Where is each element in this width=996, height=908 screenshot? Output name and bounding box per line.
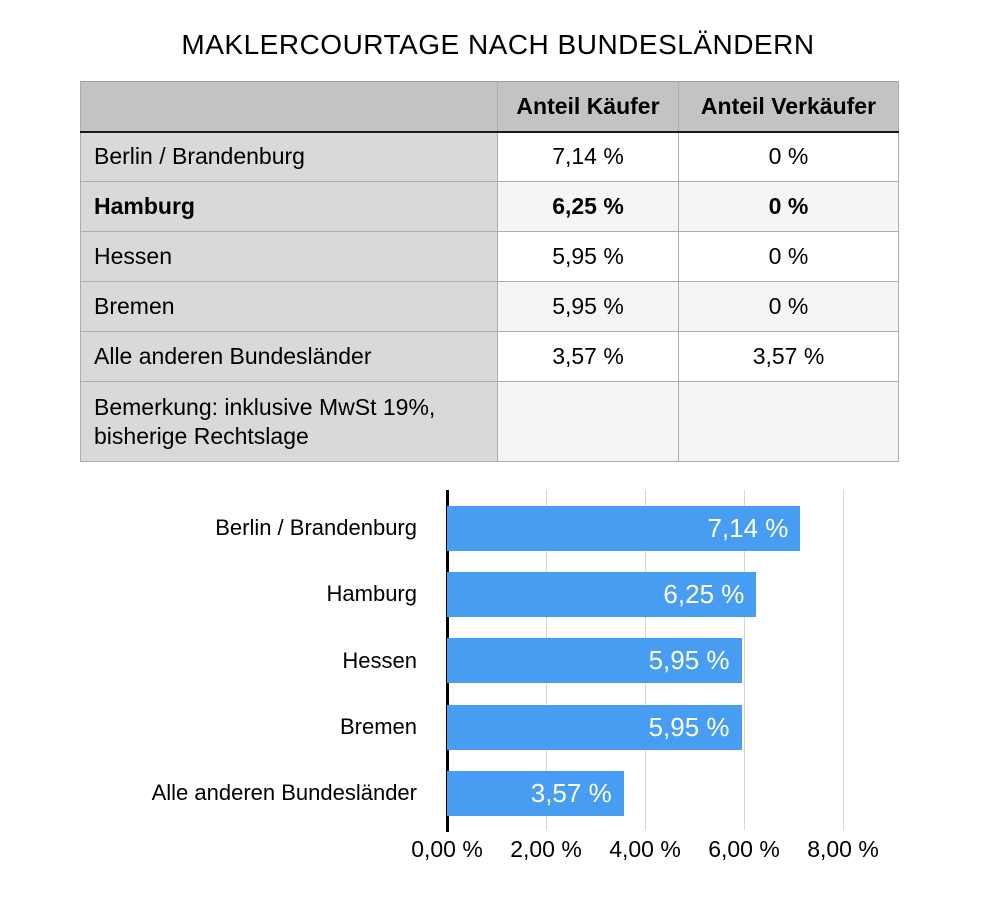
header-cell-verkaeufer: Anteil Verkäufer (679, 82, 899, 132)
row-label: Hessen (81, 232, 498, 282)
chart-bar (447, 506, 800, 551)
chart-bar-value-label: 5,95 % (648, 645, 730, 676)
chart-bar (447, 638, 742, 683)
x-tick-label: 8,00 % (807, 836, 879, 862)
bar-chart (0, 490, 996, 880)
chart-category-label: Hessen (342, 647, 417, 673)
chart-category-label: Alle anderen Bundesländer (151, 780, 417, 806)
chart-row (0, 694, 996, 760)
x-axis-ticks (0, 836, 996, 866)
table-row (81, 282, 899, 332)
kaeufer-value: 6,25 % (498, 182, 679, 232)
chart-category-label: Bremen (339, 714, 417, 740)
table-row (81, 332, 899, 382)
kaeufer-value: 5,95 % (498, 282, 679, 332)
commission-table (80, 81, 899, 462)
row-label: Hamburg (81, 182, 498, 232)
chart-bar-value-label: 7,14 % (707, 512, 789, 543)
chart-rows (0, 495, 996, 826)
verkaeufer-value: 0 % (679, 132, 899, 182)
x-tick-label: 4,00 % (609, 836, 681, 862)
x-tick-label: 6,00 % (708, 836, 780, 862)
chart-bar (447, 771, 624, 816)
verkaeufer-value: 0 % (679, 182, 899, 232)
chart-category-label: Hamburg (326, 581, 417, 607)
verkaeufer-value: 0 % (679, 282, 899, 332)
table-header-row (81, 82, 899, 132)
chart-row (0, 760, 996, 826)
row-label: Bremen (81, 282, 498, 332)
chart-row (0, 561, 996, 627)
chart-bar-value-label: 5,95 % (648, 711, 730, 742)
verkaeufer-value: 3,57 % (679, 332, 899, 382)
page-title: MAKLERCOURTAGE NACH BUNDESLÄNDERN (181, 29, 815, 60)
remark-label: Bemerkung: inklusive MwSt 19%, bisherige Rechtslage (81, 382, 498, 462)
header-cell-kaeufer: Anteil Käufer (498, 82, 679, 132)
remark-kaeufer-empty (498, 382, 679, 462)
table-row (81, 132, 899, 182)
table-row (81, 232, 899, 282)
kaeufer-value: 5,95 % (498, 232, 679, 282)
table-remark-row (81, 382, 899, 462)
chart-category-label: Berlin / Brandenburg (215, 515, 417, 541)
chart-bar (447, 705, 742, 750)
chart-bar-value-label: 6,25 % (663, 578, 745, 609)
remark-verkaeufer-empty (679, 382, 899, 462)
row-label: Alle anderen Bundesländer (81, 332, 498, 382)
header-cell-empty (81, 82, 498, 132)
row-label: Berlin / Brandenburg (81, 132, 498, 182)
chart-row (0, 495, 996, 561)
chart-bar-value-label: 3,57 % (530, 777, 612, 808)
verkaeufer-value: 0 % (679, 232, 899, 282)
table-row (81, 182, 899, 232)
kaeufer-value: 3,57 % (498, 332, 679, 382)
chart-row (0, 628, 996, 694)
chart-bar (447, 572, 756, 617)
kaeufer-value: 7,14 % (498, 132, 679, 182)
x-tick-label: 2,00 % (510, 836, 582, 862)
x-tick-label: 0,00 % (411, 836, 483, 862)
